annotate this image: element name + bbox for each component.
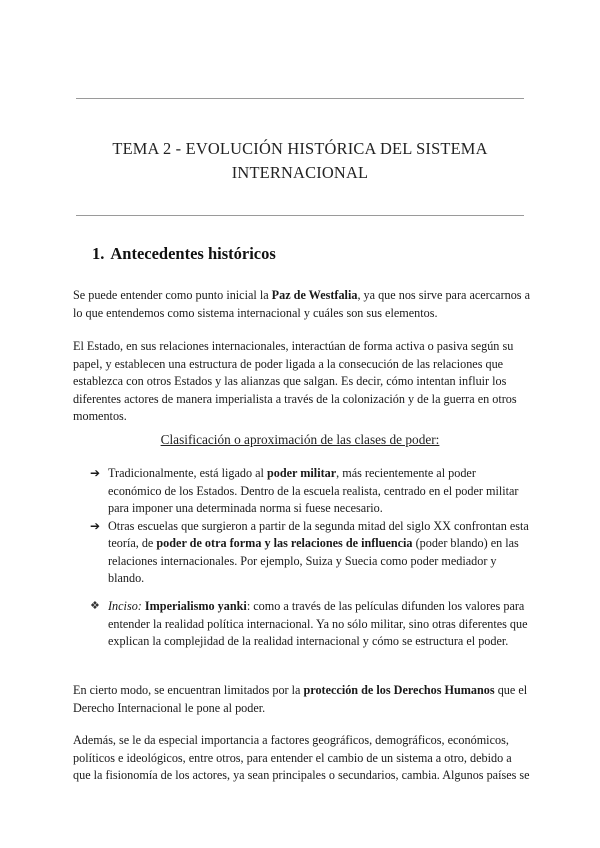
title-rule-bottom — [76, 215, 524, 216]
para3-bold: protección de los Derechos Humanos — [303, 683, 495, 697]
aside-label: Inciso: — [108, 599, 142, 613]
bullet2-text-before: Otras escuelas que surgieron a partir de la segunda mitad del siglo XX confrontan esta teoría, de — [108, 518, 529, 550]
section-label: Antecedentes históricos — [110, 244, 276, 263]
power-classification-subheading: Clasificación o aproximación de las clases de poder: — [160, 432, 440, 447]
bullet1-bold: poder militar — [266, 466, 337, 480]
bullet2-bold: poder de otra forma y las relaciones de influencia — [156, 536, 413, 550]
aside-text: : como a través de las películas difunden los valores para entender la realidad política internacional. Ya no sólo militar, sino otras diferentes que explican la complejidad de la realidad internacional y cómo se estructura el poder. — [108, 599, 528, 648]
bullet-soft-power — [90, 518, 530, 588]
bullet-military-power — [90, 465, 530, 518]
bullet1-text-before: Tradicionalmente, está ligado al — [108, 466, 267, 480]
aside-imperialismo — [90, 598, 548, 651]
paragraph-westfalia — [73, 287, 531, 322]
power-bullet-list — [90, 465, 530, 588]
para1-text-after: , ya que nos sirve para acercarnos a lo que entendemos como sistema internacional y cuáles son sus elementos. — [73, 288, 531, 320]
paragraph-factores: Además, se le da especial importancia a factores geográficos, demográficos, económicos, políticos e ideológicos, entre otros, para entender el cambio de un sistema a otro, debido a que la fisionomía de los actores, ya sean principales o secundarios, cambia. Algunos países se — [73, 733, 530, 782]
bullet1-text-after: , más recientemente al poder económico de los Estados. Dentro de la escuela realista, centrado en el poder militar para imponer una determinada norma si fuese necesario. — [108, 466, 519, 515]
section-heading — [92, 244, 276, 264]
section-number: 1. — [92, 244, 105, 263]
para1-bold: Paz de Westfalia — [271, 288, 358, 302]
para3-text-after: que el Derecho Internacional le pone al poder. — [73, 683, 528, 715]
paragraph-estado: El Estado, en sus relaciones internacionales, interactúan de forma activa o pasiva según su papel, y establecen una estructura de poder ligada a la consecución de las relaciones que establezca con otros Estados y las alianzas que salgan. Es decir, cómo intentan influir los diferentes actores de manera imperialista a través de la colonización y de la guerra en otros momentos. — [73, 339, 517, 423]
arrow-bullet-icon: ➔ — [90, 466, 101, 480]
title-rule-top — [76, 98, 524, 99]
document-title: TEMA 2 - EVOLUCIÓN HISTÓRICA DEL SISTEMA INTERNACIONAL — [112, 139, 488, 182]
para1-text-before: Se puede entender como punto inicial la — [73, 288, 272, 302]
diamond-bullet-icon: ❖ — [90, 600, 100, 612]
bullet2-text-after: (poder blando) en las relaciones internacionales. Por ejemplo, Suiza y Suecia como poder mediador y blando. — [108, 536, 519, 585]
paragraph-derechos-humanos — [73, 682, 531, 717]
aside-bold: Imperialismo yanki — [144, 599, 247, 613]
arrow-bullet-icon: ➔ — [90, 518, 101, 533]
para3-text-before: En cierto modo, se encuentran limitados por la — [73, 683, 304, 697]
